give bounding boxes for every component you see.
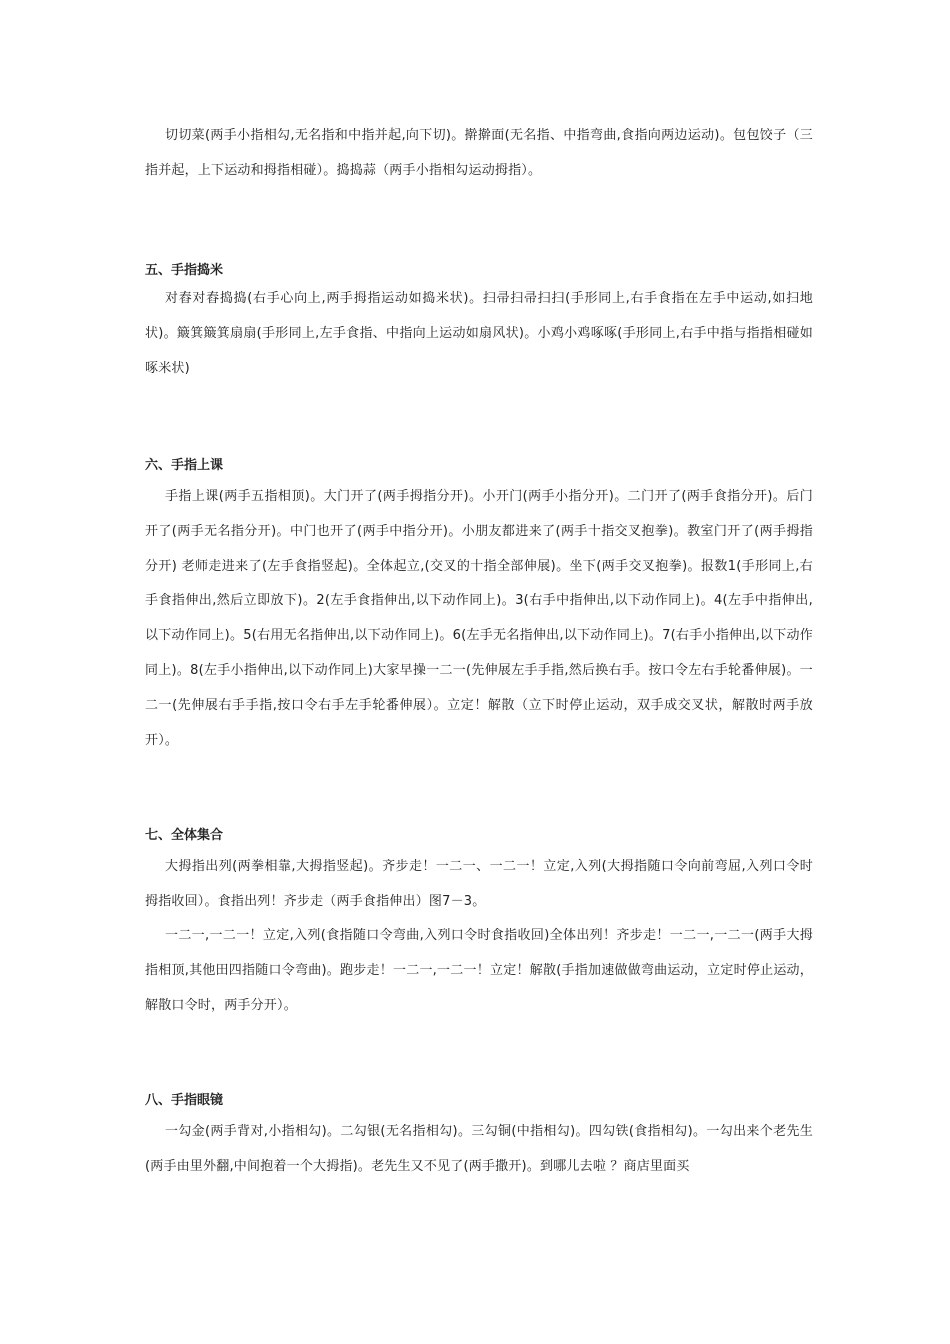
section-heading-8: 八、手指眼镜 <box>145 1093 224 1108</box>
section-8-paragraph: 一勾金(两手背对,小指相勾)。二勾银(无名指相勾)。三勾铜(中指相勾)。四勾铁(食指相勾)。一勾出来个老先生(两手由里外翻,中间抱着一个大拇指)。老先生又不见了(两手撒开)。到哪儿去啦 ？商店里面买 <box>145 1124 813 1174</box>
section-heading-7: 七、全体集合 <box>145 828 224 843</box>
intro-paragraph: 切切菜(两手小指相勾,无名指和中指并起,向下切)。擀擀面(无名指、中指弯曲,食指向两边运动)。包包饺子（三指并起，上下运动和拇指相碰）。捣捣蒜（两手小指相勾运动拇指）。 <box>145 128 813 178</box>
section-6-paragraph: 手指上课(两手五指相顶)。大门开了(两手拇指分开)。小开门(两手小指分开)。二门开了(两手食指分开)。后门开了(两手无名指分开)。中门也开了(两手中指分开)。小朋友都进来了(两手十指交叉抱拳)。教室门开了(两手拇指分开) 老师走进来了(左手食指竖起)。全体起立,(交叉的十指全部伸展)。坐下(两手交叉抱拳)。报数1(手形同上,右手食指伸出,然后立即放下)。2(左手食指伸出,以下动作同上)。3(右手中指伸出,以下动作同上)。4(左手中指伸出,以下动作同上)。5(右用无名指伸出,以下动作同上)。6(左手无名指伸出,以下动作同上)。7(右手小指伸出,以下动作同上)。8(左手小指伸出,以下动作同上)大家早操一二一(先伸展左手手指,然后换右手。按口令左右手轮番伸展)。一二一(先伸展右手手指,按口令右手左手轮番伸展）。立定！解散（立下时停止运动，双手成交叉状，解散时两手放开）。 <box>145 489 813 748</box>
section-heading-6: 六、手指上课 <box>145 458 224 473</box>
section-7-paragraph-2: 一二一,一二一！立定,入列(食指随口令弯曲,入列口令时食指收回)全体出列！齐步走！一二一,一二一(两手大拇指相顶,其他田四指随口令弯曲)。跑步走！一二一,一二一！立定！解散(手指加速做做弯曲运动，立定时停止运动，解散口令时，两手分开）。 <box>145 928 813 1013</box>
section-5-paragraph: 对舂对舂捣捣(右手心向上,两手拇指运动如捣米状)。扫帚扫帚扫扫(手形同上,右手食指在左手中运动,如扫地状)。簸箕簸箕扇扇(手形同上,左手食指、中指向上运动如扇风状)。小鸡小鸡啄啄(手形同上,右手中指与指指相碰如啄米状) <box>145 291 813 376</box>
section-7-paragraph-1: 大拇指出列(两拳相靠,大拇指竖起)。齐步走！一二一、一二一！立定,入列(大拇指随口令向前弯屈,入列口令时拇指收回）。食指出列！齐步走（两手食指伸出）图7－3。 <box>145 859 813 909</box>
section-heading-5: 五、手指捣米 <box>145 263 224 278</box>
